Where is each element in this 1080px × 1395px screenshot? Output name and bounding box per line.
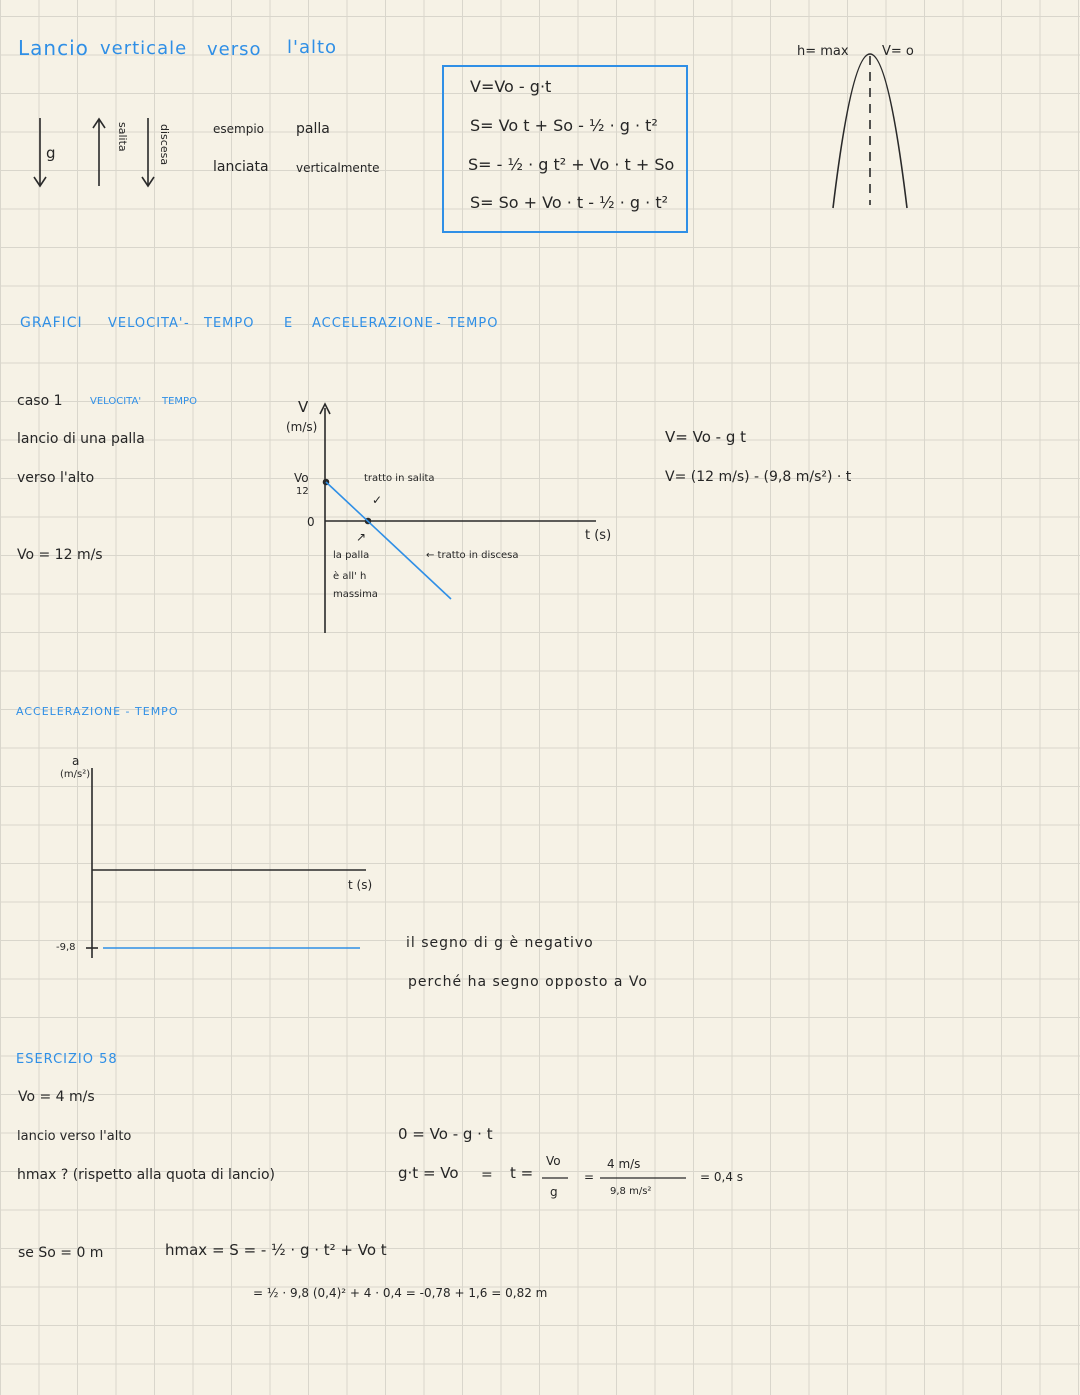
exercise-eq3: t = bbox=[510, 1164, 534, 1182]
graphs-header-accelerazione: ACCELERAZIONE bbox=[312, 316, 434, 331]
title-word-lancio: Lancio bbox=[18, 36, 89, 60]
exercise-eq4: = bbox=[584, 1170, 595, 1184]
parabola-hmax-label: h= max bbox=[797, 44, 849, 59]
graphs-header-tempo2: TEMPO bbox=[448, 316, 499, 331]
case1-tempo: TEMPO bbox=[162, 396, 197, 407]
exercise-header: ESERCIZIO 58 bbox=[16, 1052, 118, 1067]
vgraph-vo-value: 12 bbox=[296, 486, 309, 497]
exercise-v0: Vo = 4 m/s bbox=[18, 1089, 95, 1105]
formula-velocity: V=Vo - g·t bbox=[470, 77, 552, 96]
agraph-y-label: a bbox=[72, 754, 80, 768]
case1-v0: Vo = 12 m/s bbox=[17, 547, 103, 563]
example-lanciata: lanciata bbox=[213, 159, 269, 175]
exercise-result: = 0,4 s bbox=[700, 1170, 744, 1184]
vgraph-max-note-2: è all' h bbox=[333, 571, 367, 582]
graphs-header-tempo: TEMPO bbox=[204, 316, 255, 331]
discesa-label: discesa bbox=[158, 124, 171, 166]
title-word-alto: l'alto bbox=[287, 37, 338, 58]
salita-label: salita bbox=[116, 122, 129, 152]
vgraph-max-note-3: massima bbox=[333, 589, 378, 600]
exercise-s0: se So = 0 m bbox=[18, 1245, 104, 1261]
exercise-line3: hmax ? (rispetto alla quota di lancio) bbox=[17, 1167, 276, 1183]
vgraph-zero-label: 0 bbox=[307, 515, 315, 529]
accel-note-1: il segno di g è negativo bbox=[406, 935, 594, 951]
case1-label: caso 1 bbox=[17, 393, 63, 409]
graphs-header-e: E bbox=[284, 316, 293, 331]
vgraph-x-label: t (s) bbox=[585, 528, 612, 543]
parabola-v0-label: V= o bbox=[882, 44, 914, 59]
formula-position-3: S= So + Vo · t - ½ · g · t² bbox=[470, 193, 669, 212]
vgraph-y-label: V bbox=[298, 398, 309, 416]
vformula-1: V= Vo - g t bbox=[665, 428, 746, 446]
vformula-2: V= (12 m/s) - (9,8 m/s²) · t bbox=[665, 469, 852, 485]
gravity-label: g bbox=[46, 144, 56, 162]
graphs-header-grafici: GRAFICI bbox=[20, 315, 83, 331]
exercise-hmax-eq: hmax = S = - ½ · g · t² + Vo t bbox=[165, 1241, 387, 1259]
exercise-eq1: 0 = Vo - g · t bbox=[398, 1125, 493, 1143]
agraph-y-unit: (m/s²) bbox=[60, 769, 91, 780]
fraction2-denominator: 9,8 m/s² bbox=[610, 1186, 652, 1197]
arrow-up-icon: ↗ bbox=[356, 530, 367, 544]
graphs-header-dash1: - bbox=[184, 316, 189, 331]
title-word-verso: verso bbox=[207, 39, 262, 60]
title-word-verticale: verticale bbox=[100, 38, 188, 59]
accel-header: ACCELERAZIONE - TEMPO bbox=[16, 705, 179, 718]
exercise-eq2: g·t = Vo bbox=[398, 1164, 459, 1182]
check-icon: ✓ bbox=[372, 493, 383, 507]
vgraph-max-note-1: la palla bbox=[333, 550, 370, 561]
agraph-value-label: -9,8 bbox=[56, 942, 76, 953]
agraph-x-label: t (s) bbox=[348, 878, 373, 892]
case1-line3: verso l'alto bbox=[17, 470, 95, 486]
example-word: esempio bbox=[213, 122, 264, 136]
exercise-line2: lancio verso l'alto bbox=[17, 1129, 132, 1144]
accel-note-2: perché ha segno opposto a Vo bbox=[408, 974, 648, 990]
vgraph-salita-note: tratto in salita bbox=[364, 473, 435, 484]
graphs-header-velocita: VELOCITA' bbox=[108, 316, 184, 331]
fraction2-numerator: 4 m/s bbox=[607, 1157, 641, 1171]
example-palla: palla bbox=[296, 121, 330, 137]
case1-velocita: VELOCITA' bbox=[90, 396, 142, 407]
formula-position-2: S= - ½ · g t² + Vo · t + So bbox=[468, 155, 675, 174]
vgraph-y-unit: (m/s) bbox=[286, 420, 318, 434]
exercise-eq2b: = bbox=[481, 1167, 493, 1183]
graphs-header-dash2: - bbox=[436, 316, 441, 331]
vgraph-vo-label: Vo bbox=[294, 471, 309, 485]
fraction1-numerator: Vo bbox=[546, 1154, 561, 1168]
vgraph-discesa-note: ← tratto in discesa bbox=[426, 550, 519, 561]
case1-line2: lancio di una palla bbox=[17, 431, 145, 447]
formula-position-1: S= Vo t + So - ½ · g · t² bbox=[470, 116, 658, 135]
exercise-calc: = ½ · 9,8 (0,4)² + 4 · 0,4 = -0,78 + 1,6 = 0,82 m bbox=[253, 1286, 548, 1300]
fraction1-denominator: g bbox=[550, 1185, 558, 1199]
example-verticalmente: verticalmente bbox=[296, 161, 380, 175]
